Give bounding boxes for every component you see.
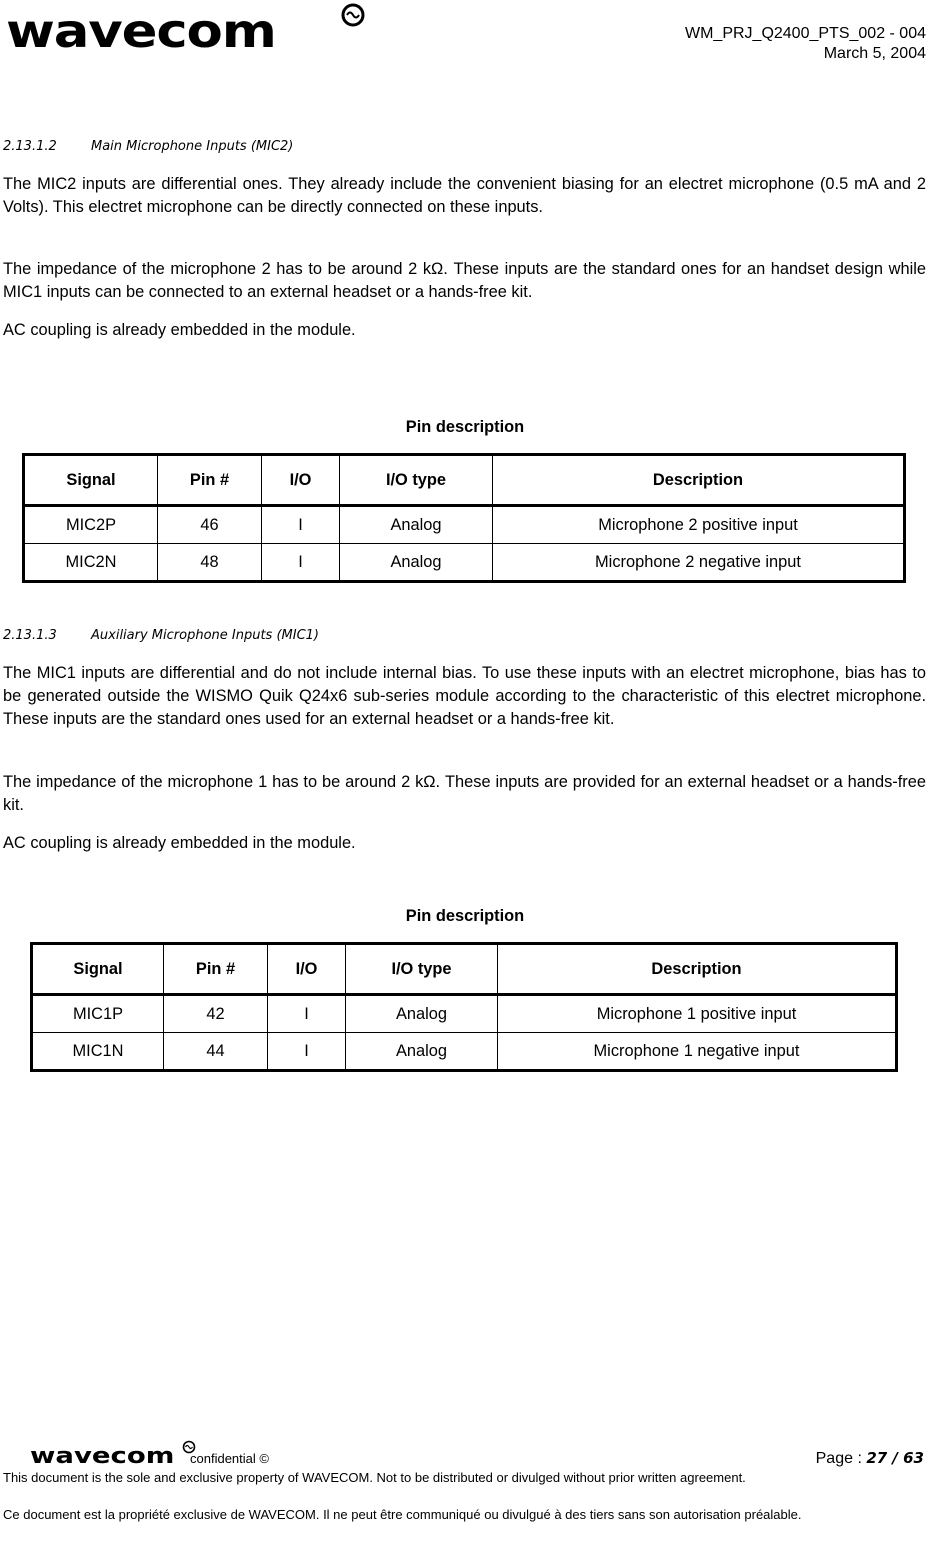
table-cell: I [262,506,340,544]
table-cell: Analog [340,506,493,544]
header-cell: I/O [262,455,340,506]
disclaimer-english: This document is the sole and exclusive property of WAVECOM. Not to be distributed or divulged without prior written agreement. [3,1470,746,1485]
paragraph: The MIC1 inputs are differential and do not include internal bias. To use these inputs with an electret microphone, bias has to be generated outside the WISMO Quik Q24x6 sub-series module according to the characteristic of this electret microphone. These inputs are the standard ones used for an external headset or a hands-free kit. [3,664,926,728]
disclaimer-french: Ce document est la propriété exclusive de WAVECOM. Il ne peut être communiqué ou divulgué à des tiers sans son autorisation préalable. [3,1507,802,1522]
table-cell: 44 [164,1033,268,1071]
header-cell: Signal [24,455,158,506]
confidential-notice: confidential © [190,1451,269,1466]
section-number: 2.13.1.3 [3,628,57,643]
table-header-row [24,455,905,506]
table-cell: 46 [158,506,262,544]
paragraph: AC coupling is already embedded in the module. [3,834,356,852]
table-cell: Microphone 1 positive input [498,995,897,1033]
section-heading [3,628,319,643]
logo-wave-icon [340,2,366,28]
table-cell: Analog [346,995,498,1033]
footer-logo [30,1444,175,1469]
paragraph: The impedance of the microphone 2 has to be around 2 kΩ. These inputs are the standard ones for an handset design while MIC1 inputs can be connected to an external headset or a hands-free kit. [3,260,926,301]
header-cell: Description [498,944,897,995]
pin-table-mic2 [22,453,906,583]
table-cell: Microphone 2 negative input [493,544,905,582]
paragraph: The impedance of the microphone 1 has to be around 2 kΩ. These inputs are provided for an external headset or a hands-free kit. [3,773,926,814]
table-header-row [32,944,897,995]
table-caption: Pin description [405,907,525,925]
table-row [24,506,905,544]
table-cell: MIC1N [32,1033,164,1071]
paragraph: The MIC2 inputs are differential ones. They already include the convenient biasing for an electret microphone (0.5 mA and 2 Volts). This electret microphone can be directly connected on these inputs. [3,175,926,216]
section-heading [3,139,293,154]
table-row [32,995,897,1033]
table-cell: MIC2N [24,544,158,582]
table-cell: I [268,1033,346,1071]
footer-logo-wordmark: wavecom [30,1444,175,1469]
header-cell: I/O type [340,455,493,506]
section-title: Auxiliary Microphone Inputs (MIC1) [91,628,319,643]
table-caption: Pin description [405,418,525,436]
table-cell: MIC2P [24,506,158,544]
section-number: 2.13.1.2 [3,139,57,154]
pin-table-mic1 [30,942,898,1072]
wavecom-logo [6,4,276,58]
page-number: 27 / 63 [866,1449,924,1467]
header-cell: I/O [268,944,346,995]
table-cell: MIC1P [32,995,164,1033]
table-cell: Analog [346,1033,498,1071]
header-cell: Description [493,455,905,506]
page-indicator [816,1449,924,1468]
doc-date: March 5, 2004 [823,45,926,62]
document-reference [685,24,926,64]
section-title: Main Microphone Inputs (MIC2) [91,139,294,154]
table-cell: 42 [164,995,268,1033]
table-cell: 48 [158,544,262,582]
doc-id: WM_PRJ_Q2400_PTS_002 - 004 [684,25,926,42]
header-cell: I/O type [346,944,498,995]
table-cell: Analog [340,544,493,582]
page-label: Page : [815,1450,867,1467]
table-cell: Microphone 1 negative input [498,1033,897,1071]
table-cell: Microphone 2 positive input [493,506,905,544]
table-cell: I [262,544,340,582]
table-row [32,1033,897,1071]
table-cell: I [268,995,346,1033]
header-cell: Signal [32,944,164,995]
logo-wordmark: wavecom [6,4,276,58]
paragraph: AC coupling is already embedded in the module. [3,321,356,339]
header-cell: Pin # [164,944,268,995]
table-row [24,544,905,582]
header-cell: Pin # [158,455,262,506]
